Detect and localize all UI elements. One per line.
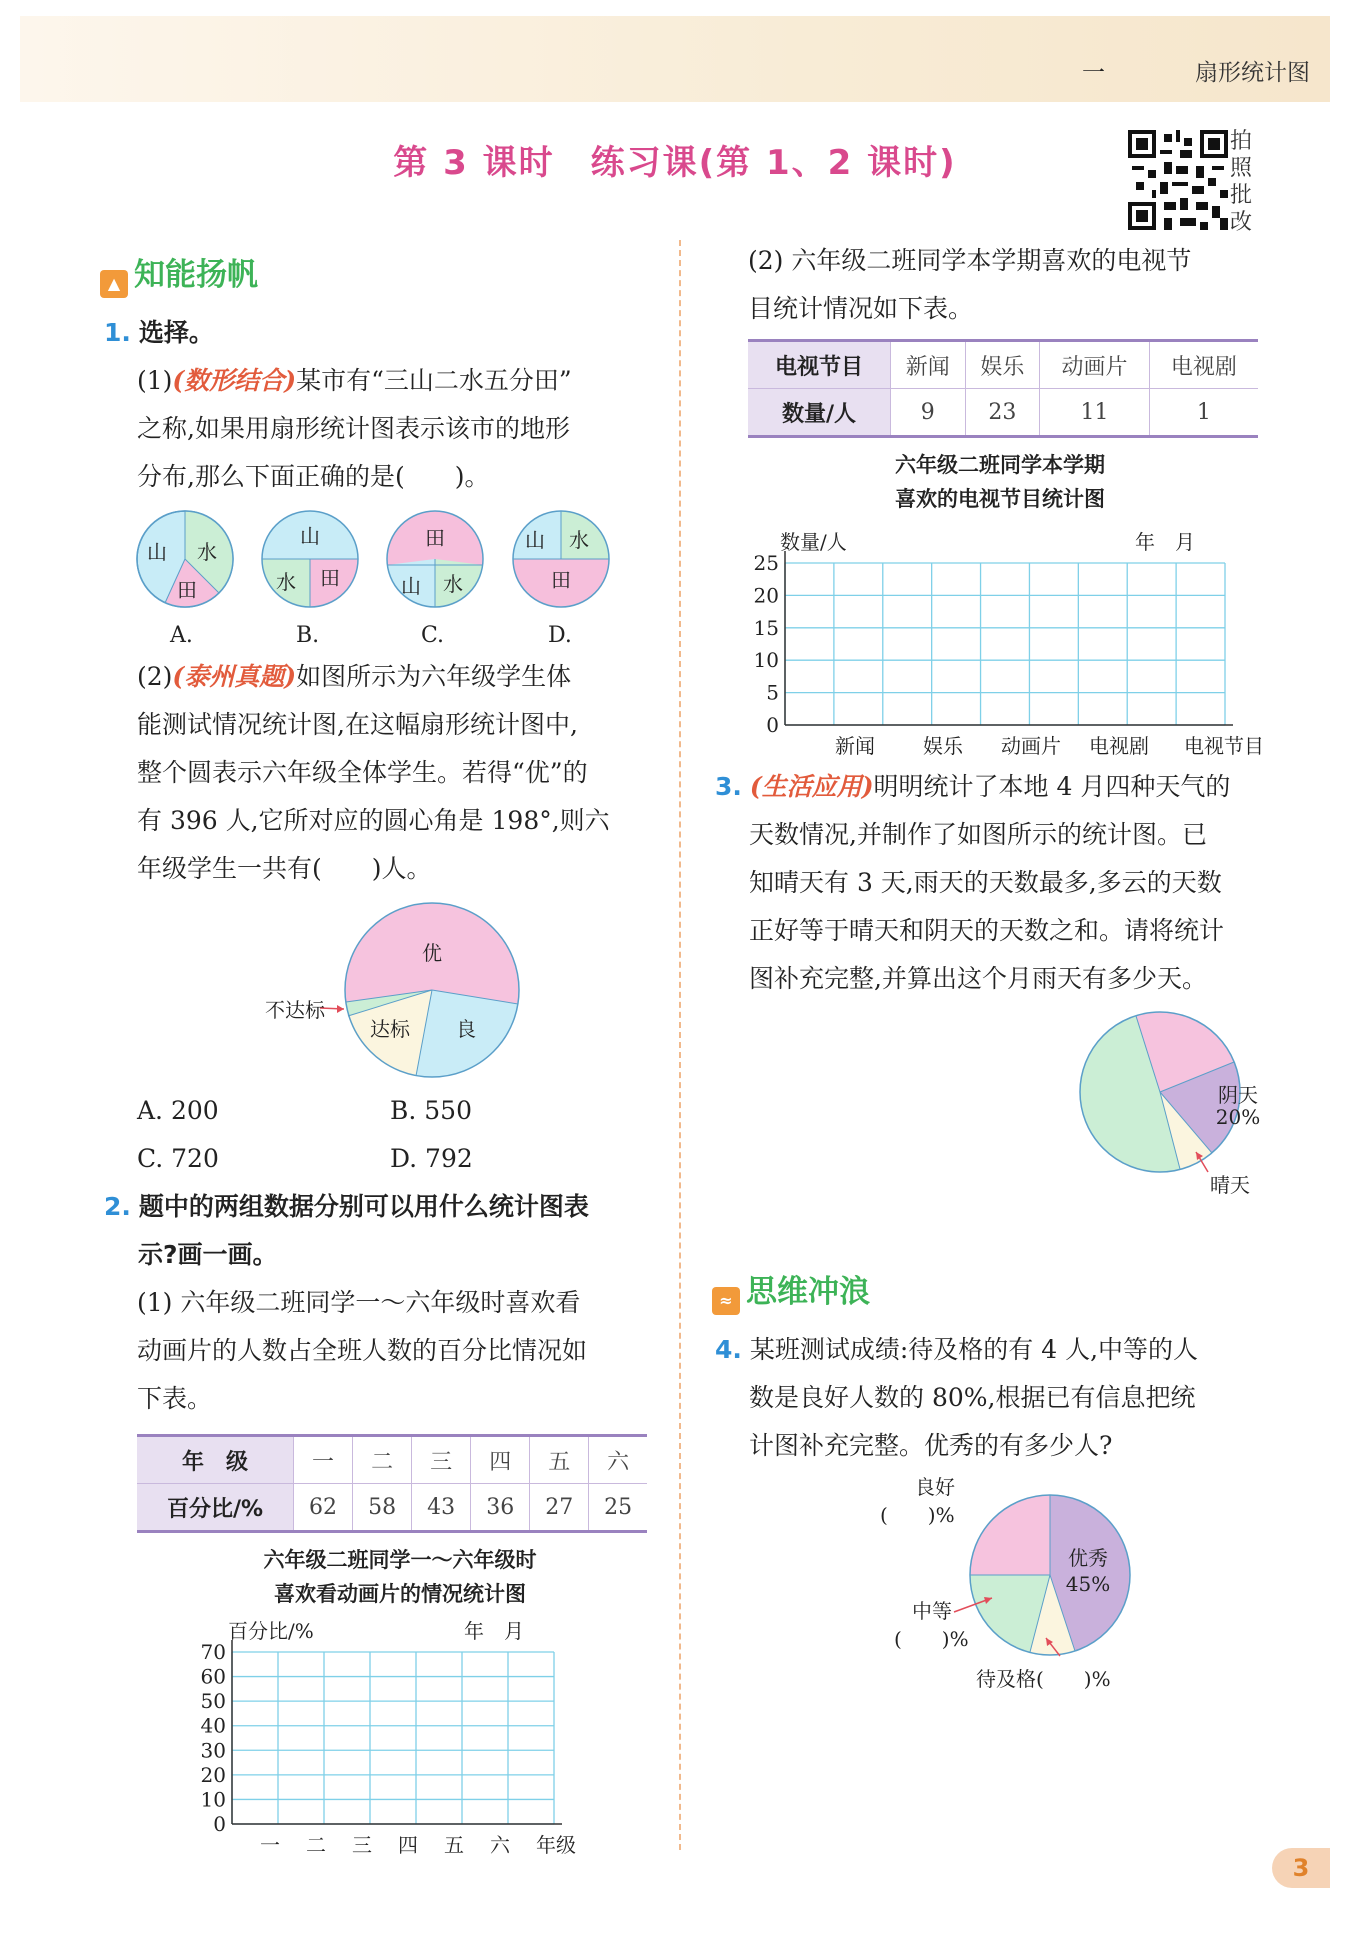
pie-label-budabiao: 不达标 <box>265 998 325 1022</box>
date-label: 年 月 <box>464 1619 524 1643</box>
pie-label-youxiu: 优秀 <box>1068 1546 1108 1570</box>
pie-label-zhongdeng: 中等 <box>912 1599 952 1623</box>
table-cell: 11 <box>1040 389 1150 437</box>
table-cell: 电视剧 <box>1149 341 1258 389</box>
y-tick-label: 20 <box>200 1762 226 1787</box>
table-tv <box>748 339 1258 438</box>
q2-p2-line: 目统计情况如下表。 <box>748 294 974 323</box>
header-band <box>20 16 1330 102</box>
q1-p2-line: 如图所示为六年级学生体 <box>296 662 572 691</box>
q1-p2-tag: (泰州真题) <box>172 662 297 691</box>
section-heading-siwei <box>712 1266 870 1315</box>
q1-pie-options <box>128 502 638 647</box>
x-tick-label: 动画片 <box>1001 734 1061 758</box>
q3-line: 正好等于晴天和阴天的天数之和。请将统计 <box>749 916 1225 945</box>
weather-pie-chart <box>1060 1000 1300 1200</box>
pie-b-label-shan: 山 <box>300 524 320 548</box>
q2-p1-line: 下表。 <box>137 1384 213 1413</box>
q3-line: 图补充完整,并算出这个月雨天有多少天。 <box>749 964 1207 993</box>
y-tick-label: 10 <box>200 1787 226 1812</box>
pie-a-label-shui: 水 <box>197 540 217 564</box>
pie-c-label-tian: 田 <box>425 526 445 550</box>
q3-line: 明明统计了本地 4 月四种天气的 <box>873 772 1231 801</box>
x-tick-label: 一 <box>260 1833 280 1857</box>
chart1-title-line: 喜欢看动画片的情况统计图 <box>274 1582 526 1606</box>
chart1-title-line: 六年级二班同学一～六年级时 <box>263 1548 537 1572</box>
q1-p2-line: 整个圆表示六年级全体学生。若得“优”的 <box>137 758 588 787</box>
q1-p2-line: 能测试情况统计图,在这幅扇形统计图中, <box>137 710 578 739</box>
pie-label-lianghao-pct: ( )% <box>880 1503 955 1527</box>
q3-line: 知晴天有 3 天,雨天的天数最多,多云的天数 <box>749 868 1222 897</box>
chart1-title <box>180 1543 620 1611</box>
x-tick-label: 电视剧 <box>1089 734 1149 758</box>
x-tick-label: 五 <box>444 1833 464 1857</box>
x-axis-label: 电视节目 <box>1184 734 1264 758</box>
y-tick-label: 0 <box>766 713 779 737</box>
qr-code-icon[interactable] <box>1128 130 1228 230</box>
y-tick-label: 50 <box>200 1689 226 1714</box>
pie-b-label-shui: 水 <box>276 570 296 594</box>
q1-p1-line: 分布,那么下面正确的是( )。 <box>137 462 490 491</box>
q2-p2-line: (2) 六年级二班同学本学期喜欢的电视节 <box>748 246 1192 275</box>
table-cell: 五 <box>530 1436 589 1484</box>
y-tick-label: 30 <box>200 1738 226 1763</box>
x-tick-label: 三 <box>352 1833 372 1857</box>
table-percent <box>137 1434 647 1533</box>
q1-title: 选择。 <box>138 318 214 347</box>
table-cell: 一 <box>294 1436 353 1484</box>
q2-line: 示?画一画。 <box>138 1240 278 1269</box>
table-cell: 动画片 <box>1040 341 1150 389</box>
table-cell: 27 <box>530 1484 589 1532</box>
y-tick-label: 10 <box>753 648 779 673</box>
q1-p1-tag: (数形结合) <box>172 366 297 395</box>
q1-p2-line: 年级学生一共有( )人。 <box>137 854 432 883</box>
q1-option-c[interactable]: C. 720 <box>137 1144 219 1173</box>
q1-p2-prefix: (2) <box>137 662 173 691</box>
qr-caption <box>1230 128 1256 236</box>
x-tick-label: 二 <box>306 1833 326 1857</box>
q3-line: 天数情况,并制作了如图所示的统计图。已 <box>749 820 1207 849</box>
pie-label-yin-pct: 20% <box>1215 1105 1261 1129</box>
table-cell: 43 <box>412 1484 471 1532</box>
y-tick-label: 70 <box>200 1640 226 1664</box>
q2-number: 2. <box>104 1192 131 1221</box>
q4-line: 数是良好人数的 80%,根据已有信息把统 <box>749 1383 1196 1412</box>
chart2-title-line: 喜欢的电视节目统计图 <box>895 487 1105 511</box>
q2-heading <box>104 1183 664 1279</box>
q1-p1-line: 之称,如果用扇形统计图表示该市的地形 <box>137 414 570 443</box>
pie-b-label-tian: 田 <box>320 566 340 590</box>
section-label: 知能扬帆 <box>134 257 258 293</box>
q1-option-b[interactable]: B. 550 <box>390 1096 472 1125</box>
q3-tag: (生活应用) <box>749 772 874 801</box>
q3-text <box>715 763 1285 1003</box>
x-tick-label: 四 <box>398 1833 418 1857</box>
q2-p1-line: 动画片的人数占全班人数的百分比情况如 <box>137 1336 588 1365</box>
qr-char: 照 <box>1230 156 1253 181</box>
table-cell: 六 <box>589 1436 647 1484</box>
y-axis-label: 百分比/% <box>228 1619 314 1643</box>
x-axis-label: 年级 <box>536 1833 576 1857</box>
table-cell: 娱乐 <box>965 341 1040 389</box>
q2-line: 题中的两组数据分别可以用什么统计图表 <box>138 1192 589 1221</box>
q2-p1-line: (1) 六年级二班同学一～六年级时喜欢看 <box>137 1288 581 1317</box>
qr-char: 拍 <box>1230 129 1253 154</box>
q1-number: 1. <box>104 318 131 347</box>
column-divider <box>679 240 681 1850</box>
q1-p1-line: 某市有“三山二水五分田” <box>296 366 572 395</box>
x-tick-label: 新闻 <box>835 734 875 758</box>
y-axis-label: 数量/人 <box>780 530 847 554</box>
pie-d-letter: D. <box>548 623 572 647</box>
q1-option-d[interactable]: D. 792 <box>390 1144 473 1173</box>
chapter-title: 扇形统计图 <box>1195 60 1310 86</box>
chart2-title-line: 六年级二班同学本学期 <box>895 453 1105 477</box>
table-header: 数量/人 <box>748 389 891 437</box>
x-tick-label: 六 <box>490 1833 510 1857</box>
y-tick-label: 60 <box>200 1664 226 1689</box>
q1-heading <box>104 309 214 357</box>
y-tick-label: 5 <box>766 680 779 705</box>
pie-label-youxiu-pct: 45% <box>1065 1572 1111 1596</box>
sail-icon: ▲ <box>100 270 128 298</box>
pie-option-d[interactable] <box>513 511 609 607</box>
table-header: 年 级 <box>137 1436 294 1484</box>
pie-option-a[interactable] <box>137 511 233 607</box>
q3-number: 3. <box>715 772 742 801</box>
pie-label-lianghao: 良好 <box>915 1475 955 1499</box>
q1-p2-line: 有 396 人,它所对应的圆心角是 198°,则六 <box>137 806 610 835</box>
pie-c-label-shui: 水 <box>443 572 463 596</box>
wave-icon: ≈ <box>712 1287 740 1315</box>
chart1-grid[interactable] <box>190 1612 610 1862</box>
pie-label-daijige: 待及格( )% <box>976 1667 1111 1691</box>
pie-option-c[interactable] <box>387 511 483 607</box>
q1-option-a[interactable]: A. 200 <box>137 1096 219 1125</box>
pie-label-dabiao: 达标 <box>370 1017 410 1041</box>
pie-d-label-tian: 田 <box>551 568 571 592</box>
pie-a-label-shan: 山 <box>147 540 167 564</box>
y-tick-label: 25 <box>753 551 779 575</box>
pie-c-label-shan: 山 <box>401 574 421 598</box>
grades-pie-chart <box>880 1470 1160 1700</box>
pie-label-zhongdeng-pct: ( )% <box>894 1627 969 1651</box>
pie-d-label-shui: 水 <box>569 528 589 552</box>
table-cell: 二 <box>353 1436 412 1484</box>
section-label: 思维冲浪 <box>746 1274 870 1310</box>
section-heading-zhineng <box>100 249 258 298</box>
pie-a-label-tian: 田 <box>177 578 197 602</box>
table-header: 百分比/% <box>137 1484 294 1532</box>
chart2-title <box>780 448 1220 516</box>
table-cell: 三 <box>412 1436 471 1484</box>
y-tick-label: 0 <box>213 1812 226 1836</box>
qr-char: 批 <box>1230 183 1253 208</box>
table-header: 电视节目 <box>748 341 891 389</box>
q2-part2 <box>748 237 1278 333</box>
q4-line: 计图补充完整。优秀的有多少人? <box>749 1431 1113 1460</box>
q4-text <box>715 1326 1285 1470</box>
table-cell: 新闻 <box>891 341 966 389</box>
q4-number: 4. <box>715 1335 742 1364</box>
pie-d-label-shan: 山 <box>525 528 545 552</box>
pie-label-liang: 良 <box>456 1017 476 1041</box>
date-label: 年 月 <box>1135 530 1195 554</box>
table-cell: 36 <box>471 1484 530 1532</box>
y-tick-label: 15 <box>753 615 779 640</box>
q2-part1 <box>137 1279 667 1423</box>
table-cell: 25 <box>589 1484 647 1532</box>
pie-label-you: 优 <box>422 941 442 965</box>
table-cell: 23 <box>965 389 1040 437</box>
pie-b-letter: B. <box>296 623 320 647</box>
chart2-grid[interactable] <box>740 518 1270 758</box>
pie-option-b[interactable] <box>262 511 358 607</box>
lesson-title: 第 3 课时 练习课(第 1、2 课时) <box>393 143 957 183</box>
table-cell: 62 <box>294 1484 353 1532</box>
table-cell: 9 <box>891 389 966 437</box>
table-cell: 1 <box>1149 389 1258 437</box>
page-number: 3 <box>1272 1848 1330 1888</box>
pie-label-yin: 阴天 <box>1218 1083 1258 1107</box>
x-tick-label: 娱乐 <box>923 734 963 758</box>
chapter-dash: 一 <box>1082 60 1105 86</box>
pie-a-letter: A. <box>170 623 193 647</box>
pie-c-letter: C. <box>421 623 445 647</box>
pie-label-qing: 晴天 <box>1210 1173 1250 1197</box>
qr-char: 改 <box>1230 210 1253 235</box>
q4-line: 某班测试成绩:待及格的有 4 人,中等的人 <box>749 1335 1199 1364</box>
y-tick-label: 40 <box>200 1713 226 1738</box>
q1-part1 <box>137 357 657 501</box>
table-cell: 58 <box>353 1484 412 1532</box>
fitness-pie-chart <box>260 895 530 1085</box>
y-tick-label: 20 <box>753 583 779 608</box>
q1-part2 <box>137 653 657 893</box>
q1-p1-prefix: (1) <box>137 366 173 395</box>
table-cell: 四 <box>471 1436 530 1484</box>
